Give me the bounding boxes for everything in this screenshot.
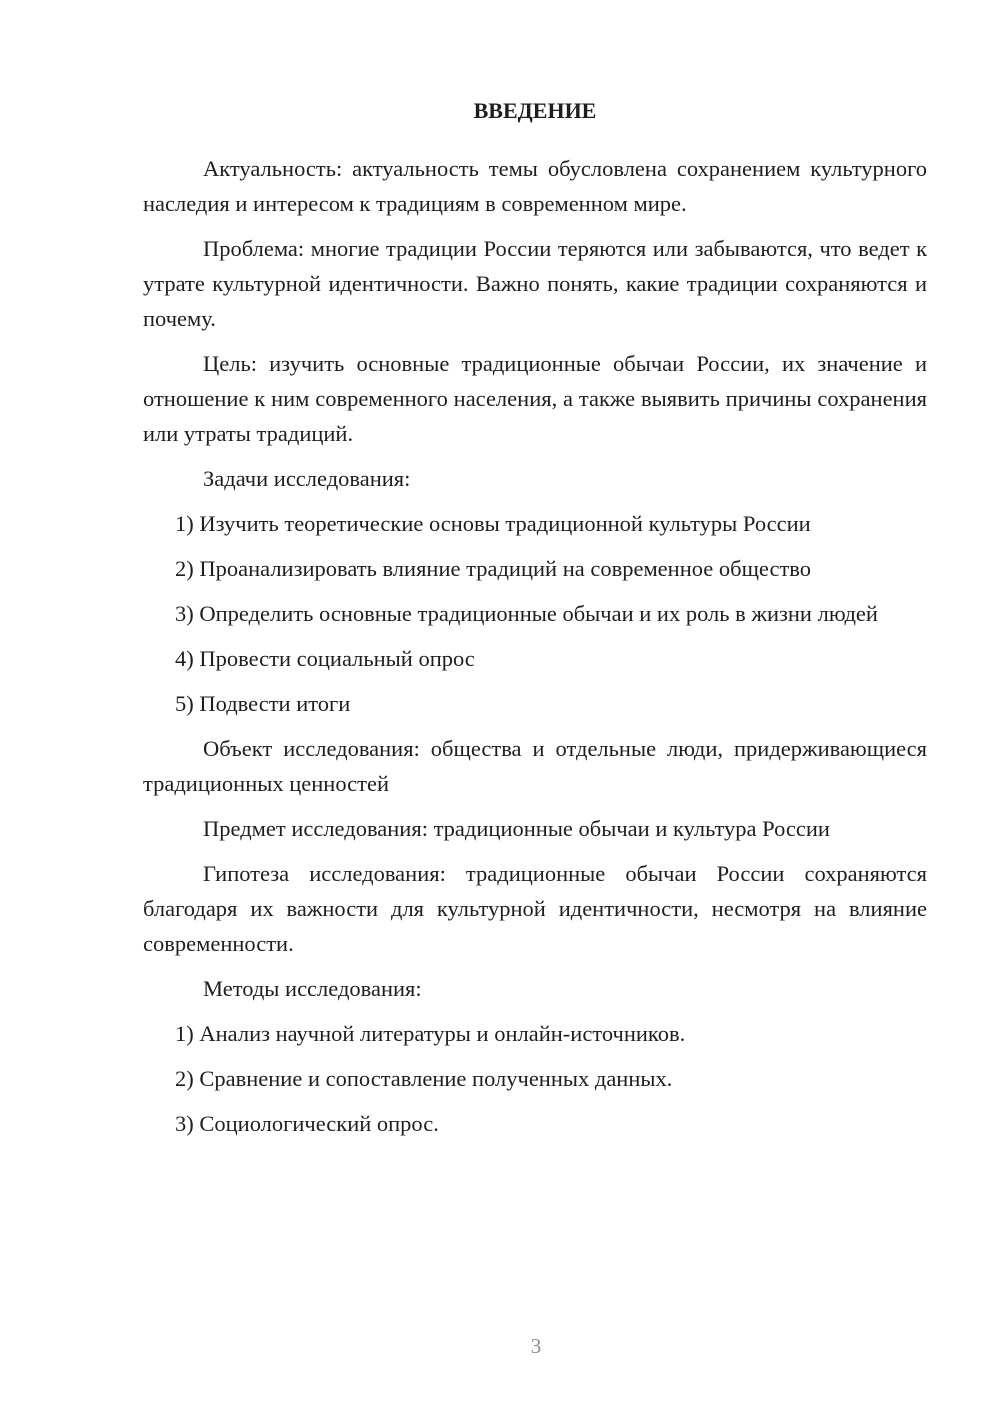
task-item: 2) Проанализировать влияние традиций на современное общество	[175, 556, 811, 581]
method-item: 2) Сравнение и сопоставление полученных данных.	[175, 1066, 673, 1091]
task-item: 1) Изучить теоретические основы традиционной культуры России	[175, 511, 811, 536]
task-item: 5) Подвести итоги	[175, 691, 351, 716]
problem-paragraph: Проблема: многие традиции России теряются или забываются, что ведет к утрате культурной идентичности. Важно понять, какие традиции сохраняются и почему.	[143, 236, 927, 331]
methods-title: Методы исследования:	[203, 976, 422, 1001]
task-item: 3) Определить основные традиционные обычаи и их роль в жизни людей	[175, 601, 878, 626]
method-item: 3) Социологический опрос.	[175, 1111, 439, 1136]
subject-paragraph: Предмет исследования: традиционные обычаи и культура России	[203, 816, 830, 841]
document-body	[143, 93, 927, 1151]
tasks-title: Задачи исследования:	[203, 466, 411, 491]
goal-paragraph: Цель: изучить основные традиционные обычаи России, их значение и отношение к ним современного населения, а также выявить причины сохранения или утраты традиций.	[143, 351, 927, 446]
method-item: 1) Анализ научной литературы и онлайн-источников.	[175, 1021, 686, 1046]
relevance-paragraph: Актуальность: актуальность темы обусловлена сохранением культурного наследия и интересом к традициям в современном мире.	[143, 156, 927, 216]
object-paragraph: Объект исследования: общества и отдельные люди, придерживающиеся традиционных ценностей	[143, 736, 927, 796]
page-number: 3	[530, 1334, 542, 1358]
task-item: 4) Провести социальный опрос	[175, 646, 475, 671]
hypothesis-paragraph: Гипотеза исследования: традиционные обычаи России сохраняются благодаря их важности для культурной идентичности, несмотря на влияние современности.	[143, 861, 927, 956]
section-heading: ВВЕДЕНИЕ	[473, 98, 597, 123]
